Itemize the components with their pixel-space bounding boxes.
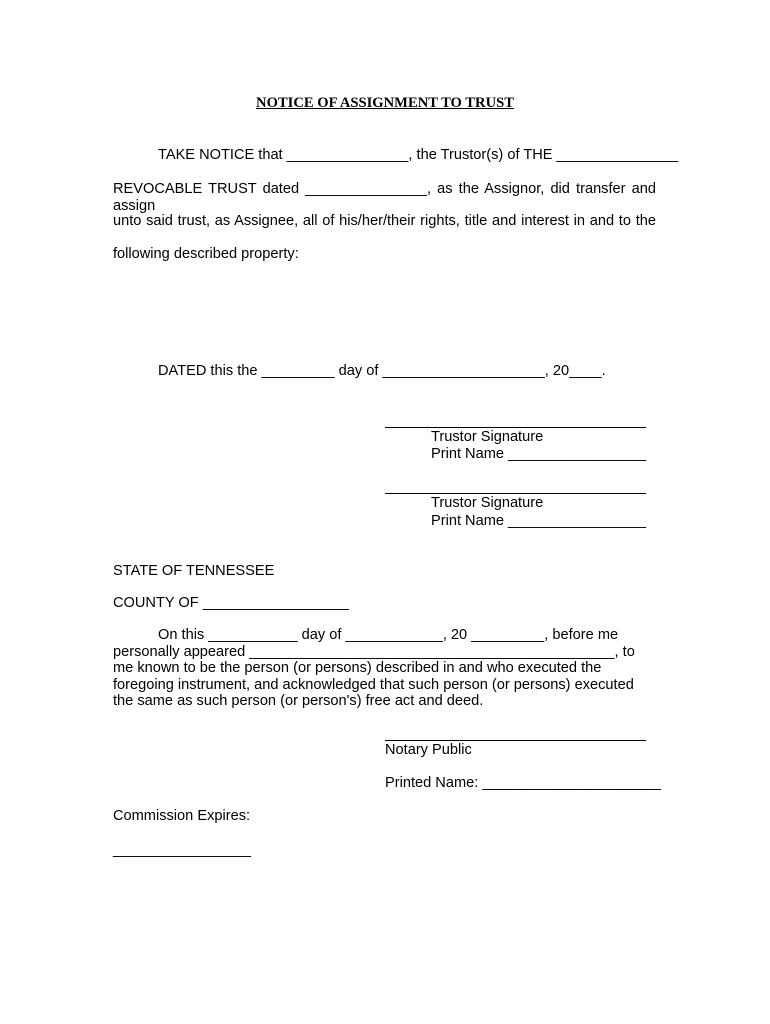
commission-expires-blank: _________________ bbox=[113, 842, 251, 858]
dated-line: DATED this the _________ day of ____________________, 20____. bbox=[158, 363, 606, 379]
acknowledgment-paragraph bbox=[113, 627, 643, 710]
print-name-field: Print Name _________________ bbox=[431, 513, 647, 529]
notice-line-4: following described property: bbox=[113, 246, 299, 262]
signature-title: Trustor Signature bbox=[431, 495, 544, 511]
notary-printed-name: Printed Name: ______________________ bbox=[385, 775, 661, 791]
signature-title: Trustor Signature bbox=[431, 429, 544, 445]
acknowledgment-text: On this ___________ day of ____________, 20 _________, before me personally appeared _____________________________________________, to me known to be the person (or persons) described in and who executed the foregoing instrument, and acknowledged that such person (or persons) executed the same as such person (or person's) free act and deed. bbox=[113, 627, 635, 709]
print-name-field: Print Name _________________ bbox=[431, 446, 647, 462]
document-title: NOTICE OF ASSIGNMENT TO TRUST bbox=[256, 95, 514, 111]
county-line: COUNTY OF __________________ bbox=[113, 595, 349, 611]
notice-line-3: unto said trust, as Assignee, all of his/her/their rights, title and interest in and to the bbox=[113, 213, 656, 229]
notary-signature-line bbox=[385, 740, 646, 741]
notary-title: Notary Public bbox=[385, 742, 472, 758]
signature-line bbox=[385, 427, 646, 428]
commission-expires-label: Commission Expires: bbox=[113, 808, 251, 824]
notice-line-2: REVOCABLE TRUST dated _______________, as the Assignor, did transfer and assign bbox=[113, 181, 656, 214]
notice-line-1: TAKE NOTICE that _______________, the Trustor(s) of THE _______________ bbox=[158, 147, 679, 163]
state-line: STATE OF TENNESSEE bbox=[113, 563, 275, 579]
signature-line bbox=[385, 493, 646, 494]
